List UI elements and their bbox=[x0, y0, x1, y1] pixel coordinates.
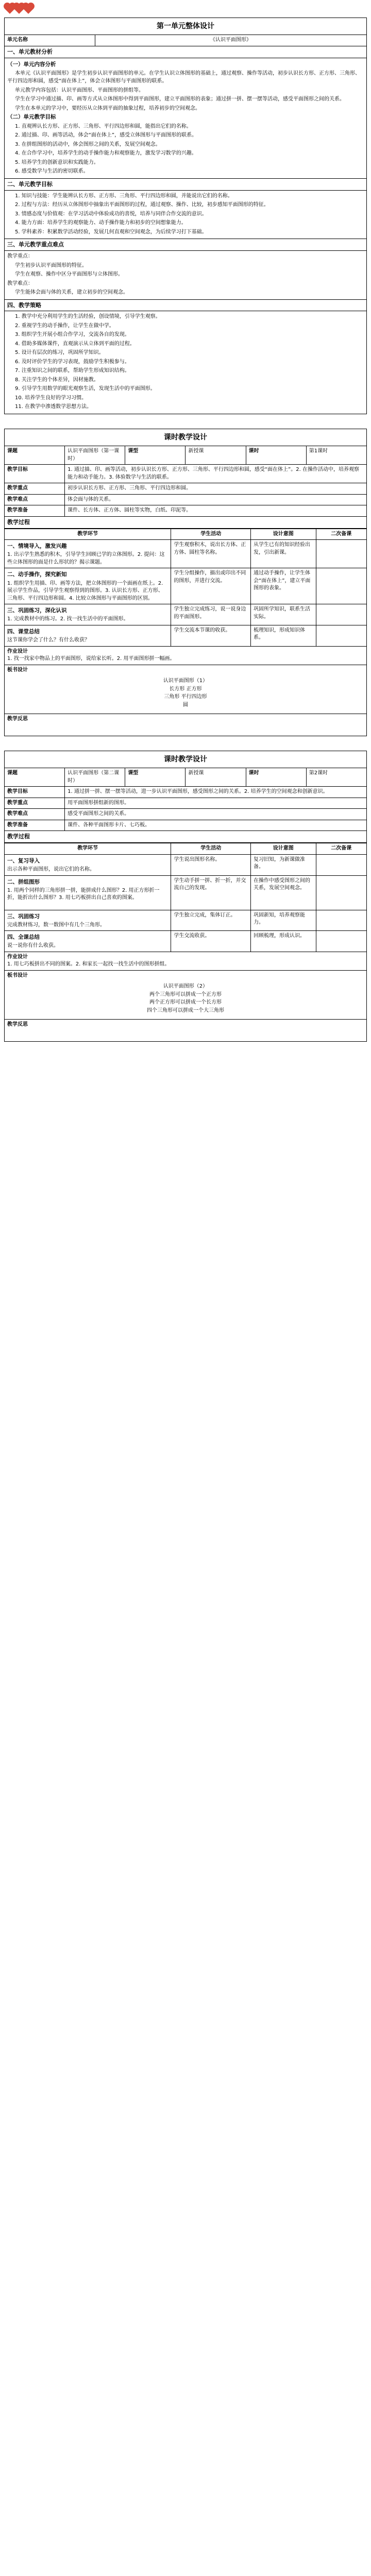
section-2-content bbox=[5, 190, 367, 239]
paragraph: 学生初步认识平面图形的特征。 bbox=[15, 262, 87, 268]
unit-name-label: 单元名称 bbox=[5, 35, 95, 46]
lesson-2-topic-value: 认识平面图形（第二课时） bbox=[65, 768, 125, 787]
step-title: 二、动手操作，探究新知 bbox=[7, 571, 67, 578]
lesson-2-title: 课时教学设计 bbox=[5, 751, 367, 768]
second-prep-cell bbox=[316, 854, 366, 875]
second-prep-cell bbox=[316, 910, 366, 931]
lesson-1-title: 课时教学设计 bbox=[5, 429, 367, 446]
section-1-sub1: （一）单元内容分析 bbox=[7, 61, 56, 67]
unit-design-table bbox=[4, 18, 367, 414]
teacher-activity: 这节课你学会了什么？有什么收获？ bbox=[7, 637, 90, 643]
paragraph: 2. 通过描、印、画等活动，体会“面在体上”，感受立体图形与平面图形的联系。 bbox=[15, 132, 197, 139]
lesson-1-prep-text: 课件、长方体、正方体、圆柱等实物，白纸、印泥等。 bbox=[65, 505, 367, 517]
lesson-2-goal-text: 1. 通过拼一拼、摆一摆等活动，进一步认识平面图形，感受图形之间的关系。2. 培养学生的空间观念和创新意识。 bbox=[65, 787, 367, 798]
table-row bbox=[5, 625, 367, 646]
lesson-1-process-table bbox=[4, 529, 367, 736]
lesson-2-topic-label: 课题 bbox=[5, 768, 65, 787]
second-prep-cell bbox=[316, 604, 366, 625]
lesson-1-topic-value: 认识平面图形（第一课时） bbox=[65, 446, 125, 465]
lesson-2-prep-label: 教学准备 bbox=[5, 820, 65, 831]
column-header: 教学环节 bbox=[5, 843, 171, 855]
lesson-1-type-label: 课型 bbox=[125, 446, 185, 465]
lesson-1-key-label: 教学重点 bbox=[5, 483, 65, 495]
document-page bbox=[4, 0, 367, 1078]
board-design bbox=[7, 979, 364, 1018]
table-row bbox=[5, 568, 367, 604]
paragraph: 6. 及时评价学生的学习表现，鼓励学生积极参与。 bbox=[15, 359, 130, 365]
homework-text: 1. 找一找家中物品上的平面图形，说给家长听。2. 用平面图形拼一幅画。 bbox=[7, 656, 175, 662]
board-label: 板书设计 bbox=[7, 667, 28, 673]
section-3-content bbox=[5, 251, 367, 300]
paragraph: 10. 培养学生良好的学习习惯。 bbox=[15, 395, 87, 401]
paragraph: 本单元《认识平面图形》是学生初步认识平面图形的单元。在学生认识立体图形的基础上，通过观察、操作等活动，初步认识长方形、正方形、三角形、平行四边形和圆，感受“面在体上”，体会立体图形与平面图形的联系。 bbox=[7, 70, 360, 84]
paragraph: 单元教学内容包括：认识平面图形、平面图形的拼组等。 bbox=[15, 87, 144, 93]
design-intent: 巩固所学知识，联系生活实际。 bbox=[251, 604, 316, 625]
paragraph: 9. 引导学生用数学的眼光观察生活，发现生活中的平面图形。 bbox=[15, 386, 156, 392]
table-row bbox=[5, 875, 367, 910]
section-1-content bbox=[5, 58, 367, 178]
student-activity: 学生说出图形名称。 bbox=[171, 854, 251, 875]
paragraph: 学生在本单元的学习中，要经历从立体到平面的抽象过程，培养初步的空间观念。 bbox=[15, 105, 200, 111]
paragraph: 4. 能力方面：培养学生的观察能力、动手操作能力和初步的空间想象能力。 bbox=[15, 220, 187, 226]
lesson-1-period-label: 课时 bbox=[246, 446, 306, 465]
lesson-2-period-label: 课时 bbox=[246, 768, 306, 787]
student-activity: 学生交流收获。 bbox=[171, 931, 251, 952]
board-line: 圆 bbox=[183, 702, 188, 708]
lesson-2-type-value: 新授课 bbox=[185, 768, 246, 787]
teacher-activity: 出示各种平面图形，说出它们的名称。 bbox=[7, 867, 95, 873]
second-prep-cell bbox=[316, 540, 366, 568]
unit-name-value: 《认识平面图形》 bbox=[95, 35, 366, 46]
lesson-2-table bbox=[4, 751, 367, 843]
board-line: 四个三角形可以拼成一个大三角形 bbox=[147, 1007, 224, 1013]
paragraph: 6. 感受数学与生活的密切联系。 bbox=[15, 168, 89, 175]
lesson-2-key-text: 用平面图形拼组新的图形。 bbox=[65, 798, 367, 809]
lesson-1-topic-label: 课题 bbox=[5, 446, 65, 465]
column-header: 二次备课 bbox=[316, 843, 366, 855]
section-1-sub2: （二）单元教学目标 bbox=[7, 114, 56, 121]
board-line: 三角形 平行四边形 bbox=[164, 694, 207, 700]
paragraph: 教学重点： bbox=[7, 253, 33, 260]
teacher-activity: 1. 完成教材中的练习。2. 找一找生活中的平面图形。 bbox=[7, 616, 129, 622]
paragraph: 5. 设计有层次的练习，巩固所学知识。 bbox=[15, 350, 104, 356]
teacher-activity: 说一说你有什么收获。 bbox=[7, 943, 59, 949]
paragraph: 11. 在教学中渗透数学思想方法。 bbox=[15, 404, 92, 410]
design-intent: 回顾梳理，形成认识。 bbox=[251, 931, 316, 952]
unit-title: 第一单元整体设计 bbox=[5, 18, 367, 35]
teacher-activity: 1. 出示学生熟悉的积木，引导学生回顾已学的立体图形。2. 提问：这些立体图形的面是什么形状的？揭示课题。 bbox=[7, 552, 165, 565]
paragraph: 3. 组织学生开展小组合作学习，交流各自的发现。 bbox=[15, 332, 130, 338]
step-title: 四、课堂总结 bbox=[7, 628, 40, 635]
lesson-2-period-value: 第2课时 bbox=[306, 768, 366, 787]
column-header: 教学环节 bbox=[5, 529, 171, 540]
board-line: 两个三角形可以拼成一个正方形 bbox=[149, 991, 222, 997]
column-header: 设计意图 bbox=[251, 529, 316, 540]
paragraph: 7. 注重知识之间的联系，帮助学生形成知识结构。 bbox=[15, 368, 130, 374]
paragraph: 5. 学科素养：积累数学活动经验，发展几何直观和空间观念，为后续学习打下基础。 bbox=[15, 229, 207, 235]
board-line: 长方形 正方形 bbox=[169, 686, 202, 692]
lesson-1-prep-label: 教学准备 bbox=[5, 505, 65, 517]
board-line: 认识平面图形（2） bbox=[163, 984, 208, 990]
paragraph: 学生能体会面与体的关系，建立初步的空间观念。 bbox=[15, 290, 128, 296]
step-title: 一、复习导入 bbox=[7, 857, 40, 864]
student-activity: 学生独立完成，集体订正。 bbox=[171, 910, 251, 931]
column-header: 设计意图 bbox=[251, 843, 316, 855]
lesson-1-key-text: 初步认识长方形、正方形、三角形、平行四边形和圆。 bbox=[65, 483, 367, 495]
second-prep-cell bbox=[316, 625, 366, 646]
design-intent: 梳理知识，形成知识体系。 bbox=[251, 625, 316, 646]
lesson-2-process-heading: 教学过程 bbox=[5, 831, 367, 843]
paragraph: 4. 在合作学习中，培养学生的动手操作能力和观察能力，激发学习数学的兴趣。 bbox=[15, 150, 197, 157]
step-title: 三、巩固练习，深化认识 bbox=[7, 607, 67, 614]
lesson-2-process-table bbox=[4, 843, 367, 1042]
lesson-2-difficulty-label: 教学难点 bbox=[5, 809, 65, 820]
design-intent: 在操作中感受图形之间的关系，发展空间观念。 bbox=[251, 875, 316, 910]
table-row bbox=[5, 854, 367, 875]
design-intent: 复习旧知，为新课做准备。 bbox=[251, 854, 316, 875]
second-prep-cell bbox=[316, 875, 366, 910]
paragraph: 1. 教学中充分利用学生的生活经验，创设情境，引导学生观察。 bbox=[15, 314, 161, 320]
paragraph: 4. 借助多媒体课件，直观演示从立体到平面的过程。 bbox=[15, 341, 135, 347]
homework-text: 1. 用七巧板拼出不同的图案。2. 和家长一起找一找生活中的图形拼组。 bbox=[7, 961, 170, 968]
column-header: 二次备课 bbox=[316, 529, 366, 540]
lesson-1-period-value: 第1课时 bbox=[306, 446, 366, 465]
lesson-1-goal-text: 1. 通过描、印、画等活动，初步认识长方形、正方形、三角形、平行四边形和圆，感受“面在体上”。2. 在操作活动中，培养观察能力和动手能力。3. 体验数学与生活的联系。 bbox=[65, 465, 367, 483]
paragraph: 2. 过程与方法：经历从立体图形中抽象出平面图形的过程，通过观察、操作、比较，初步感知平面图形的特征。 bbox=[15, 202, 269, 208]
board-design bbox=[7, 674, 364, 712]
paragraph: 1. 知识与技能：学生能辨认长方形、正方形、三角形、平行四边形和圆，并能说出它们的名称。 bbox=[15, 193, 233, 199]
step-title: 三、巩固练习 bbox=[7, 913, 40, 920]
reflection-label: 教学反思 bbox=[7, 716, 28, 722]
paragraph: 学生在学习中通过描、印、画等方式从立体图形中得到平面图形，建立平面图形的表象；通过拼一拼、摆一摆等活动，感受平面图形之间的关系。 bbox=[15, 96, 345, 103]
table-row bbox=[5, 604, 367, 625]
lesson-1-type-value: 新授课 bbox=[185, 446, 246, 465]
board-label: 板书设计 bbox=[7, 972, 28, 978]
section-4-content bbox=[5, 311, 367, 414]
lesson-1-difficulty-label: 教学难点 bbox=[5, 494, 65, 505]
lesson-2-type-label: 课型 bbox=[125, 768, 185, 787]
lesson-2-difficulty-text: 感受平面图形之间的关系。 bbox=[65, 809, 367, 820]
lesson-2-prep-text: 课件、各种平面图形卡片、七巧板。 bbox=[65, 820, 367, 831]
student-activity: 学生观察积木，说出长方体、正方体、圆柱等名称。 bbox=[171, 540, 251, 568]
paragraph: 5. 培养学生的创新意识和实践能力。 bbox=[15, 159, 99, 165]
teacher-activity: 1. 用两个同样的三角形拼一拼，能拼成什么图形？2. 用正方形折一折，能折出什么图形？3. 用七巧板拼出自己喜欢的图案。 bbox=[7, 887, 160, 901]
reflection-label: 教学反思 bbox=[7, 1022, 28, 1028]
paragraph: 3. 情感态度与价值观：在学习活动中体验成功的喜悦，培养与同伴合作交流的意识。 bbox=[15, 211, 207, 217]
lesson-1-process-heading: 教学过程 bbox=[5, 516, 367, 528]
lesson-2-goal-label: 教学目标 bbox=[5, 787, 65, 798]
teacher-activity: 1. 组织学生用描、印、画等方法，把立体图形的一个面画在纸上。2. 展示学生作品，引导学生观察得到的图形。3. 认识长方形、正方形、三角形、平行四边形和圆。4. 比较立体图形与平面图形的区别。 bbox=[7, 580, 163, 601]
board-line: 两个正方形可以拼成一个长方形 bbox=[149, 999, 222, 1006]
lesson-1-difficulty-text: 体会面与体的关系。 bbox=[65, 494, 367, 505]
design-intent: 从学生已有的知识经验出发，引出新课。 bbox=[251, 540, 316, 568]
step-title: 一、情境导入，激发兴趣 bbox=[7, 543, 67, 550]
step-title: 四、全课总结 bbox=[7, 934, 40, 941]
table-row bbox=[5, 931, 367, 952]
lesson-1-goal-label: 教学目标 bbox=[5, 465, 65, 483]
teacher-activity: 完成教材练习，数一数图中有几个三角形。 bbox=[7, 922, 105, 928]
column-header: 学生活动 bbox=[171, 843, 251, 855]
board-line: 认识平面图形（1） bbox=[163, 678, 208, 684]
paragraph: 1. 直观辨认长方形、正方形、三角形、平行四边形和圆，能指出它们的名称。 bbox=[15, 123, 192, 129]
paragraph: 8. 关注学生的个体差异，因材施教。 bbox=[15, 377, 99, 383]
section-4-heading: 四、教学策略 bbox=[5, 299, 367, 311]
table-row bbox=[5, 540, 367, 568]
homework-label: 作业设计 bbox=[7, 648, 28, 654]
student-activity: 学生动手拼一拼、折一折，并交流自己的发现。 bbox=[171, 875, 251, 910]
lesson-1-table bbox=[4, 429, 367, 529]
student-activity: 学生分组操作，描出或印出不同的图形，并进行交流。 bbox=[171, 568, 251, 604]
paragraph: 学生在观察、操作中区分平面图形与立体图形。 bbox=[15, 272, 123, 278]
design-intent: 通过动手操作，让学生体会“面在体上”，建立平面图形的表象。 bbox=[251, 568, 316, 604]
design-intent: 巩固新知，培养观察能力。 bbox=[251, 910, 316, 931]
student-activity: 学生独立完成练习，说一说身边的平面图形。 bbox=[171, 604, 251, 625]
lesson-2-key-label: 教学重点 bbox=[5, 798, 65, 809]
step-title: 二、拼组图形 bbox=[7, 878, 40, 885]
paragraph: 3. 在拼组图形的活动中，体会图形之间的关系，发展空间观念。 bbox=[15, 141, 161, 147]
section-2-heading: 二、单元教学目标 bbox=[5, 178, 367, 190]
section-1-heading: 一、单元教材分析 bbox=[5, 46, 367, 58]
paragraph: 2. 重视学生的动手操作，让学生在做中学。 bbox=[15, 323, 114, 329]
table-row bbox=[5, 910, 367, 931]
homework-label: 作业设计 bbox=[7, 954, 28, 960]
column-header: 学生活动 bbox=[171, 529, 251, 540]
hearts-icon bbox=[1, 1, 32, 16]
second-prep-cell bbox=[316, 568, 366, 604]
paragraph: 教学难点： bbox=[7, 280, 33, 286]
second-prep-cell bbox=[316, 931, 366, 952]
student-activity: 学生交流本节课的收获。 bbox=[171, 625, 251, 646]
section-3-heading: 三、单元教学重点难点 bbox=[5, 239, 367, 251]
